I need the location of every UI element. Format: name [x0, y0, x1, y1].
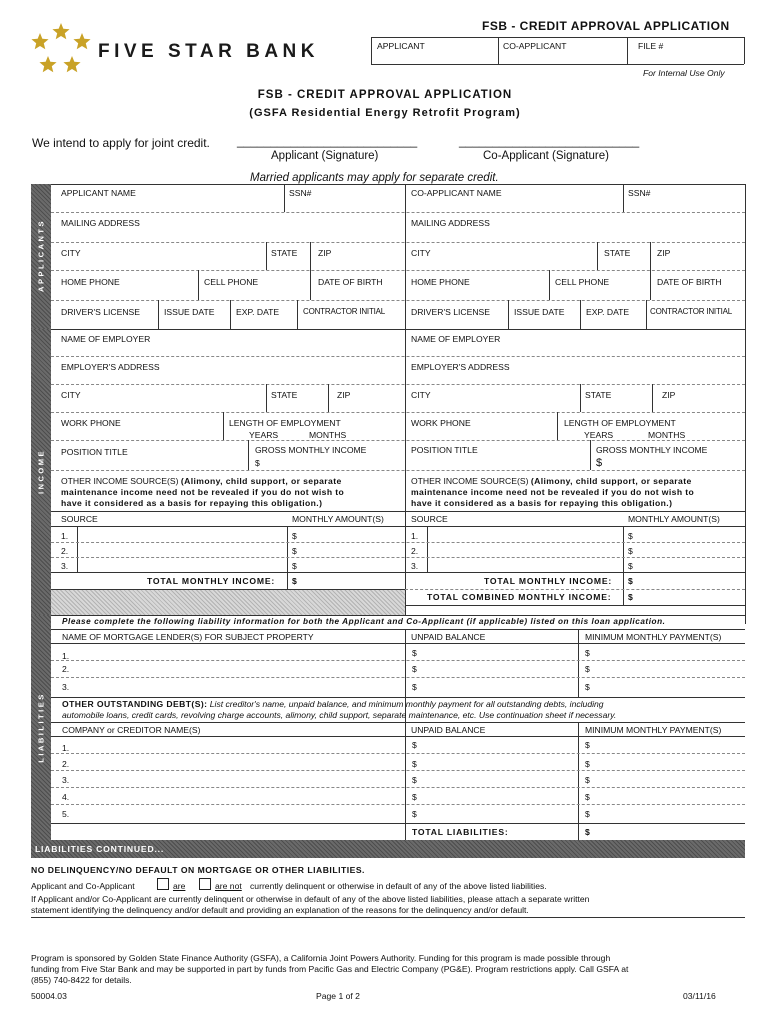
are-not-label: are not — [215, 881, 242, 891]
mortgage-payment-2[interactable]: $ — [585, 664, 590, 674]
other-debts-heading: OTHER OUTSTANDING DEBT(S): — [62, 699, 208, 709]
co-applicant-zip-field[interactable]: ZIP — [657, 248, 671, 258]
applicant-zip-field[interactable]: ZIP — [318, 248, 332, 258]
delinquency-line-b: currently delinquent or otherwise in default of any of the above listed liabilities. — [250, 881, 547, 891]
co-applicant-dl-field[interactable]: DRIVER'S LICENSE — [411, 307, 491, 317]
source-header: SOURCE — [61, 514, 98, 524]
work-phone-field[interactable]: WORK PHONE — [61, 418, 121, 428]
mortgage-lender-2[interactable]: 2. — [62, 664, 70, 674]
income-source-3[interactable]: 3. — [61, 561, 69, 571]
debt-payment-header: MINIMUM MONTHLY PAYMENT(S) — [585, 725, 722, 735]
are-label: are — [173, 881, 186, 891]
co-gross-income-field[interactable]: $ — [596, 457, 603, 469]
header-co-applicant-label: CO-APPLICANT — [503, 41, 567, 51]
total-combined-income-label: TOTAL COMBINED MONTHLY INCOME: — [427, 592, 612, 602]
co-applicant-employer-field[interactable]: NAME OF EMPLOYER — [411, 334, 501, 344]
months-field[interactable]: MONTHS — [309, 430, 347, 440]
debt-unpaid-4[interactable]: $ — [412, 792, 417, 802]
other-income-note-3: have it considered as a basis for repaying this obligation.) — [61, 498, 323, 508]
co-other-income-note-3: have it considered as a basis for repaying this obligation.) — [411, 498, 673, 508]
co-applicant-issue-date-field[interactable]: ISSUE DATE — [514, 307, 565, 317]
income-label: INCOME — [36, 449, 46, 494]
mortgage-lender-1[interactable]: 1. — [62, 651, 70, 661]
other-debts-text-2: automobile loans, credit cards, revolving charge accounts, alimony, child support, separate maintenance, etc. Use continuation sheet if necessary. — [62, 710, 617, 720]
co-employer-zip-field[interactable]: ZIP — [662, 390, 676, 400]
debt-payment-4[interactable]: $ — [585, 792, 590, 802]
applicant-home-phone-field[interactable]: HOME PHONE — [61, 277, 120, 287]
creditor-4[interactable]: 4. — [62, 792, 70, 802]
liabilities-instructions: Please complete the following liability information for both the Applicant and Co-Applicant (if applicable) listed on this loan application. — [62, 617, 666, 626]
applicant-ssn-field[interactable]: SSN# — [289, 188, 312, 198]
mortgage-unpaid-3[interactable]: $ — [412, 682, 417, 692]
brand-name: FIVE STAR BANK — [98, 41, 319, 62]
income-source-1[interactable]: 1. — [61, 531, 69, 541]
co-applicant-signature-label: Co-Applicant (Signature) — [483, 150, 609, 162]
debt-payment-2[interactable]: $ — [585, 759, 590, 769]
debt-unpaid-header: UNPAID BALANCE — [411, 725, 486, 735]
employer-state-field[interactable]: STATE — [271, 390, 298, 400]
star-icon — [73, 33, 90, 49]
co-years-field[interactable]: YEARS — [584, 430, 614, 440]
co-income-source-2[interactable]: 2. — [411, 546, 419, 556]
liabilities-continued-bar — [31, 840, 745, 858]
years-field[interactable]: YEARS — [249, 430, 279, 440]
applicant-employer-field[interactable]: NAME OF EMPLOYER — [61, 334, 151, 344]
applicant-state-field[interactable]: STATE — [271, 248, 298, 258]
monthly-amount-header: MONTHLY AMOUNT(S) — [292, 514, 384, 524]
co-applicant-state-field[interactable]: STATE — [604, 248, 631, 258]
star-icon — [31, 33, 48, 49]
applicant-employer-address-field[interactable]: EMPLOYER'S ADDRESS — [61, 362, 160, 372]
delinquency-heading: NO DELINQUENCY/NO DEFAULT ON MORTGAGE OR OTHER LIABILITIES. — [31, 865, 365, 875]
debt-payment-1[interactable]: $ — [585, 740, 590, 750]
creditor-3[interactable]: 3. — [62, 775, 70, 785]
co-income-source-1[interactable]: 1. — [411, 531, 419, 541]
header-file-label: FILE # — [638, 41, 664, 51]
co-applicant-ssn-field[interactable]: SSN# — [628, 188, 651, 198]
co-income-amount-1[interactable]: $ — [628, 531, 633, 541]
co-months-field[interactable]: MONTHS — [648, 430, 686, 440]
co-applicant-name-field[interactable]: CO-APPLICANT NAME — [411, 188, 502, 198]
unpaid-balance-header: UNPAID BALANCE — [411, 632, 486, 642]
length-employment-label: LENGTH OF EMPLOYMENT — [229, 418, 341, 428]
co-income-amount-2[interactable]: $ — [628, 546, 633, 556]
delinquency-line-d: statement identifying the delinquency and/or default and providing an explanation of the reasons for the delinquency and/or default. — [31, 905, 529, 915]
co-total-monthly-income-label: TOTAL MONTHLY INCOME: — [484, 576, 613, 586]
min-payment-header: MINIMUM MONTHLY PAYMENT(S) — [585, 632, 722, 642]
co-applicant-dob-field[interactable]: DATE OF BIRTH — [657, 277, 722, 287]
liabilities-sidebar — [31, 615, 51, 841]
footer-text-1: Program is sponsored by Golden State Finance Authority (GSFA), a California Joint Powers Authority. Funding for this program is made possible through — [31, 953, 611, 963]
co-monthly-amount-header: MONTHLY AMOUNT(S) — [628, 514, 720, 524]
page-title: FSB - CREDIT APPROVAL APPLICATION — [257, 89, 513, 101]
mortgage-unpaid-2[interactable]: $ — [412, 664, 417, 674]
co-applicant-cell-phone-field[interactable]: CELL PHONE — [555, 277, 610, 287]
other-income-heading: OTHER INCOME SOURCE(S) — [61, 476, 179, 486]
footer-text-2: funding from Five Star Bank and may be supported in part by funds from Pacific Gas and Electric Company (PG&E). Program restrictions apply. Call GSFA at — [31, 964, 629, 974]
co-income-amount-3[interactable]: $ — [628, 561, 633, 571]
five-star-logo — [30, 22, 94, 80]
applicant-issue-date-field[interactable]: ISSUE DATE — [164, 307, 215, 317]
header-applicant-label: APPLICANT — [377, 41, 425, 51]
co-other-income-heading: OTHER INCOME SOURCE(S) — [411, 476, 529, 486]
other-debts-text-1: List creditor's name, unpaid balance, and minimum monthly payment for all outstanding debts, including — [209, 699, 604, 709]
gross-income-field[interactable]: $ — [255, 458, 260, 468]
total-monthly-income-field[interactable]: $ — [292, 576, 297, 586]
income-amount-3[interactable]: $ — [292, 561, 297, 571]
co-position-title-field[interactable]: POSITION TITLE — [411, 445, 478, 455]
co-work-phone-field[interactable]: WORK PHONE — [411, 418, 471, 428]
applicants-sidebar — [31, 184, 51, 329]
applicant-exp-date-field[interactable]: EXP. DATE — [236, 307, 280, 317]
applicant-signature-label: Applicant (Signature) — [271, 150, 379, 162]
income-amount-1[interactable]: $ — [292, 531, 297, 541]
footer-text-3: (855) 740-8422 for details. — [31, 975, 132, 985]
page-subtitle: (GSFA Residential Energy Retrofit Program) — [249, 107, 521, 119]
employer-zip-field[interactable]: ZIP — [337, 390, 351, 400]
co-total-monthly-income-field[interactable]: $ — [628, 576, 633, 586]
co-applicant-home-phone-field[interactable]: HOME PHONE — [411, 277, 470, 287]
co-source-header: SOURCE — [411, 514, 448, 524]
co-other-income-note-2: maintenance income need not be revealed if you do not wish to — [411, 487, 695, 497]
co-gross-income-label: GROSS MONTHLY INCOME — [596, 445, 708, 455]
co-applicant-mailing-field[interactable]: MAILING ADDRESS — [411, 218, 490, 228]
debt-unpaid-3[interactable]: $ — [412, 775, 417, 785]
debt-payment-5[interactable]: $ — [585, 809, 590, 819]
joint-credit-text: We intend to apply for joint credit. — [32, 136, 210, 150]
income-sidebar — [31, 329, 51, 615]
employer-city-field[interactable]: CITY — [61, 390, 81, 400]
applicant-name-field[interactable]: APPLICANT NAME — [61, 188, 136, 198]
applicant-signature-line[interactable]: ___________________________ — [237, 134, 418, 148]
debt-payment-3[interactable]: $ — [585, 775, 590, 785]
creditor-header: COMPANY or CREDITOR NAME(S) — [62, 725, 201, 735]
income-shaded-area — [51, 590, 405, 615]
liabilities-label: LIABILITIES — [36, 692, 46, 763]
applicant-city-field[interactable]: CITY — [61, 248, 81, 258]
form-code: 50004.03 — [31, 991, 67, 1001]
other-income-note-2: maintenance income need not be revealed if you do not wish to — [61, 487, 345, 497]
applicant-mailing-field[interactable]: MAILING ADDRESS — [61, 218, 140, 228]
page-number: Page 1 of 2 — [316, 991, 360, 1001]
creditor-5[interactable]: 5. — [62, 809, 70, 819]
co-employer-state-field[interactable]: STATE — [585, 390, 612, 400]
co-length-employment-label: LENGTH OF EMPLOYMENT — [564, 418, 676, 428]
debt-unpaid-1[interactable]: $ — [412, 740, 417, 750]
total-liabilities-field[interactable]: $ — [585, 827, 590, 837]
applicant-dl-field[interactable]: DRIVER'S LICENSE — [61, 307, 141, 317]
co-applicant-contractor-initial-field[interactable]: CONTRACTOR INITIAL — [650, 307, 733, 316]
applicants-label: APPLICANTS — [36, 219, 46, 292]
delinquency-line-a: Applicant and Co-Applicant — [31, 881, 135, 891]
liabilities-continued-label: LIABILITIES CONTINUED... — [35, 844, 165, 854]
applicant-contractor-initial-field[interactable]: CONTRACTOR INITIAL — [303, 307, 386, 316]
married-note: Married applicants may apply for separate credit. — [250, 172, 499, 184]
co-applicant-city-field[interactable]: CITY — [411, 248, 431, 258]
co-income-source-3[interactable]: 3. — [411, 561, 419, 571]
mortgage-payment-3[interactable]: $ — [585, 682, 590, 692]
internal-use-note: For Internal Use Only — [643, 68, 725, 78]
co-applicant-employer-address-field[interactable]: EMPLOYER'S ADDRESS — [411, 362, 510, 372]
gross-income-label: GROSS MONTHLY INCOME — [255, 445, 367, 455]
co-employer-city-field[interactable]: CITY — [411, 390, 431, 400]
debt-unpaid-2[interactable]: $ — [412, 759, 417, 769]
are-checkbox[interactable] — [157, 878, 169, 890]
other-income-note-1: (Alimony, child support, or separate — [180, 476, 342, 486]
mortgage-lender-3[interactable]: 3. — [62, 682, 70, 692]
delinquency-line-c: If Applicant and/or Co-Applicant are currently delinquent or otherwise in default of any of the above listed liabilities, please attach a separate written — [31, 894, 590, 904]
mortgage-unpaid-1[interactable]: $ — [412, 648, 417, 658]
income-source-2[interactable]: 2. — [61, 546, 69, 556]
star-icon — [63, 56, 80, 72]
total-monthly-income-label: TOTAL MONTHLY INCOME: — [147, 576, 276, 586]
star-icon — [39, 56, 56, 72]
mortgage-payment-1[interactable]: $ — [585, 648, 590, 658]
total-liabilities-label: TOTAL LIABILITIES: — [412, 827, 509, 837]
debt-unpaid-5[interactable]: $ — [412, 809, 417, 819]
total-combined-income-field[interactable]: $ — [628, 592, 633, 602]
star-icon — [52, 23, 69, 39]
mortgage-lender-header: NAME OF MORTGAGE LENDER(S) FOR SUBJECT PROPERTY — [62, 632, 314, 642]
creditor-1[interactable]: 1. — [62, 743, 70, 753]
creditor-2[interactable]: 2. — [62, 759, 70, 769]
are-not-checkbox[interactable] — [199, 878, 211, 890]
co-applicant-exp-date-field[interactable]: EXP. DATE — [586, 307, 630, 317]
co-applicant-signature-line[interactable]: ___________________________ — [459, 134, 640, 148]
co-other-income-note-1: (Alimony, child support, or separate — [530, 476, 692, 486]
position-title-field[interactable]: POSITION TITLE — [61, 447, 128, 457]
header-title: FSB - CREDIT APPROVAL APPLICATION — [482, 19, 730, 33]
applicant-cell-phone-field[interactable]: CELL PHONE — [204, 277, 259, 287]
applicant-dob-field[interactable]: DATE OF BIRTH — [318, 277, 383, 287]
form-date: 03/11/16 — [683, 991, 716, 1001]
income-amount-2[interactable]: $ — [292, 546, 297, 556]
